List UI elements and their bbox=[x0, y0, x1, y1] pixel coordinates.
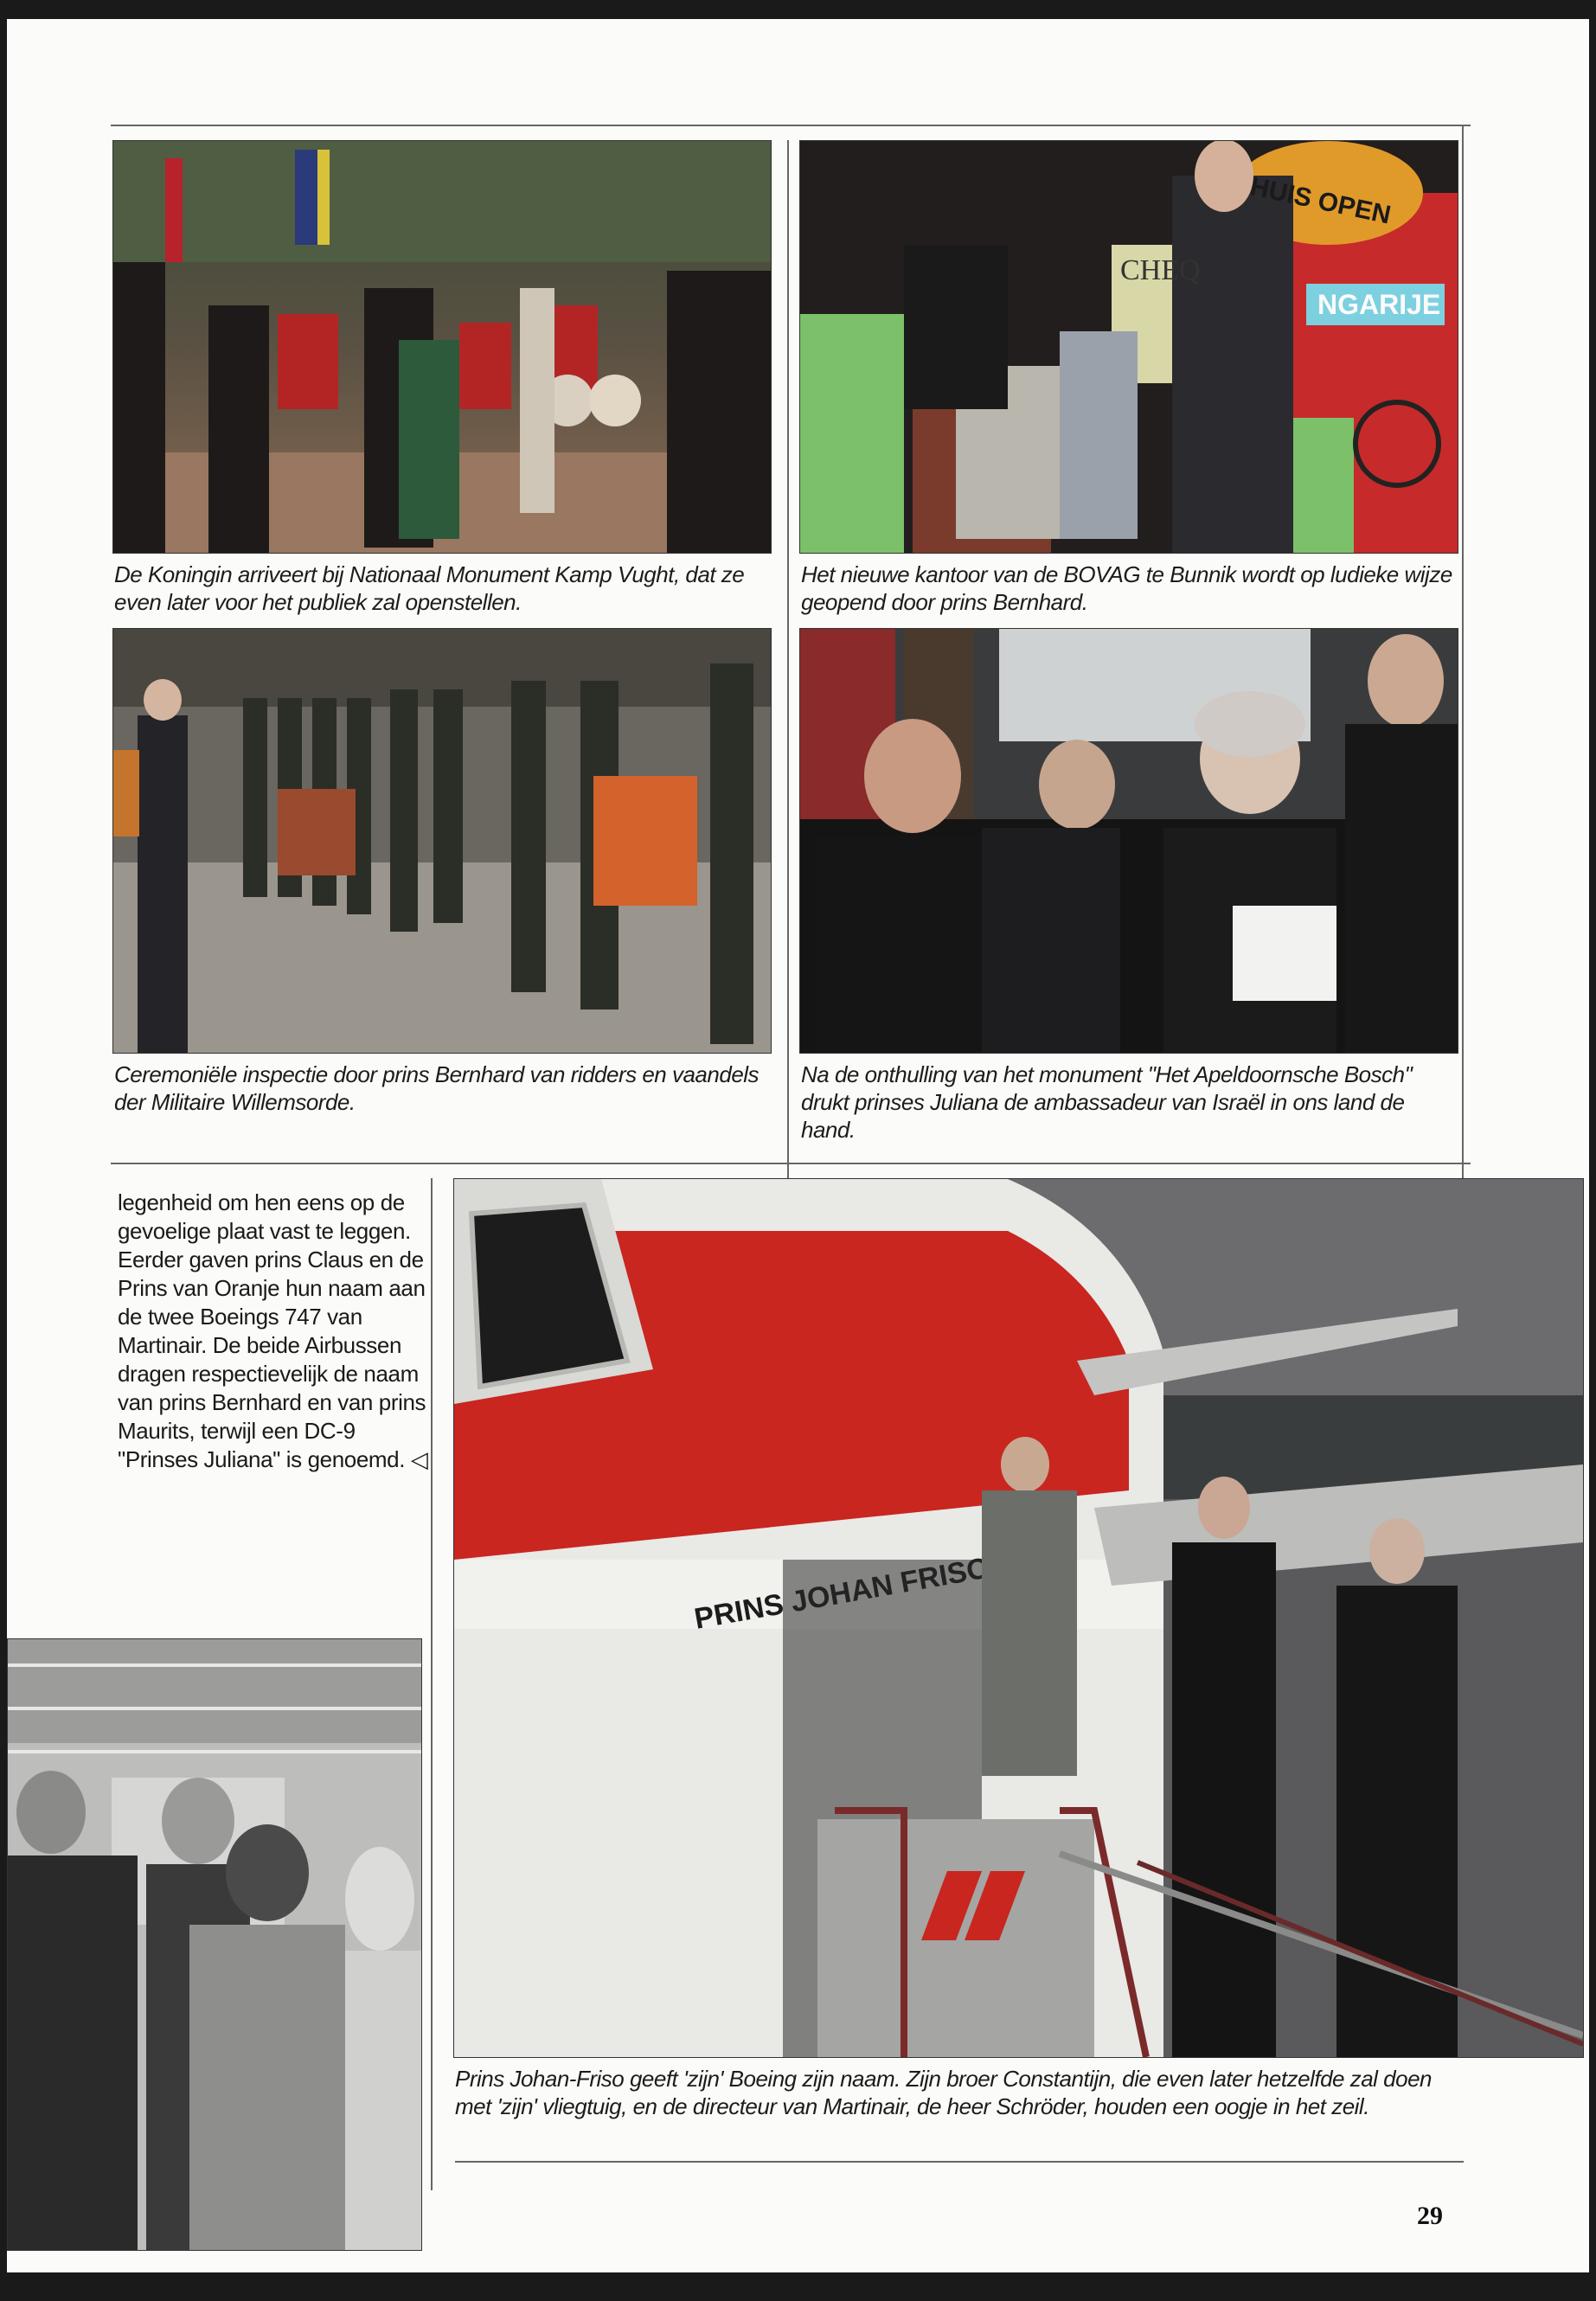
column-divider bbox=[787, 140, 789, 1178]
photo-juliana-illustration bbox=[800, 629, 1458, 1053]
frame-right-rule bbox=[1462, 125, 1464, 1193]
row-divider-rule bbox=[111, 1163, 1471, 1164]
lower-left-rule bbox=[431, 1178, 433, 2190]
photo-boeing-illustration bbox=[454, 1179, 1583, 2057]
frame-top-rule bbox=[111, 125, 1471, 126]
photo-inspection-illustration bbox=[113, 629, 771, 1053]
bovag-cheque: CHEQ bbox=[1120, 254, 1201, 286]
fuselage-name: PRINS bbox=[691, 1587, 786, 1636]
photo-group-illustration bbox=[8, 1639, 421, 2250]
photo-juliana-handshake bbox=[799, 628, 1458, 1054]
photo-group-lower-left bbox=[7, 1638, 422, 2251]
caption-queen: De Koningin arriveert bij Nationaal Monument Kamp Vught, dat ze even later voor het publiek zal openstellen. bbox=[114, 561, 745, 615]
boeing-caption-rule bbox=[455, 2161, 1464, 2163]
bovag-sign-right: NGARIJE bbox=[1317, 289, 1441, 320]
photo-boeing-naming bbox=[453, 1178, 1584, 2058]
page-number: 29 bbox=[1417, 2202, 1443, 2230]
photo-bovag-opening bbox=[799, 140, 1458, 554]
caption-inspection: Ceremoniële inspectie door prins Bernhard van ridders en vaandels der Militaire Willemsorde. bbox=[114, 1061, 760, 1115]
bovag-sign-top: HUIS OPEN bbox=[1247, 172, 1394, 230]
magazine-page bbox=[7, 19, 1589, 2272]
article-continuation-text: legenheid om hen eens op de gevoelige plaat vast te leggen. Eerder gaven prins Claus en de Prins van Oranje hun naam aan de twee Boeings 747 van Martinair. De beide Airbussen dragen respectievelijk de naam van prins Bernhard en van prins Maurits, terwijl een DC-9 "Prinses Juliana" is genoemd. ◁ bbox=[118, 1189, 428, 1472]
photo-queen-kamp-vught bbox=[112, 140, 772, 554]
caption-boeing: Prins Johan-Friso geeft 'zijn' Boeing zijn naam. Zijn broer Constantijn, die even later hetzelfde zal doen met 'zijn' vliegtuig, en de directeur van Martinair, de heer Schröder, houden een oogje in het zeil. bbox=[455, 2066, 1433, 2119]
photo-bovag-illustration bbox=[800, 141, 1458, 553]
photo-inspection-willemsorde bbox=[112, 628, 772, 1054]
caption-juliana: Na de onthulling van het monument "Het Apeldoornsche Bosch" drukt prinses Juliana de ambassadeur van Israël in ons land de hand. bbox=[801, 1061, 1413, 1143]
caption-bovag: Het nieuwe kantoor van de BOVAG te Bunnik wordt op ludieke wijze geopend door prins Bernhard. bbox=[801, 561, 1452, 615]
photo-queen-illustration bbox=[113, 141, 771, 553]
